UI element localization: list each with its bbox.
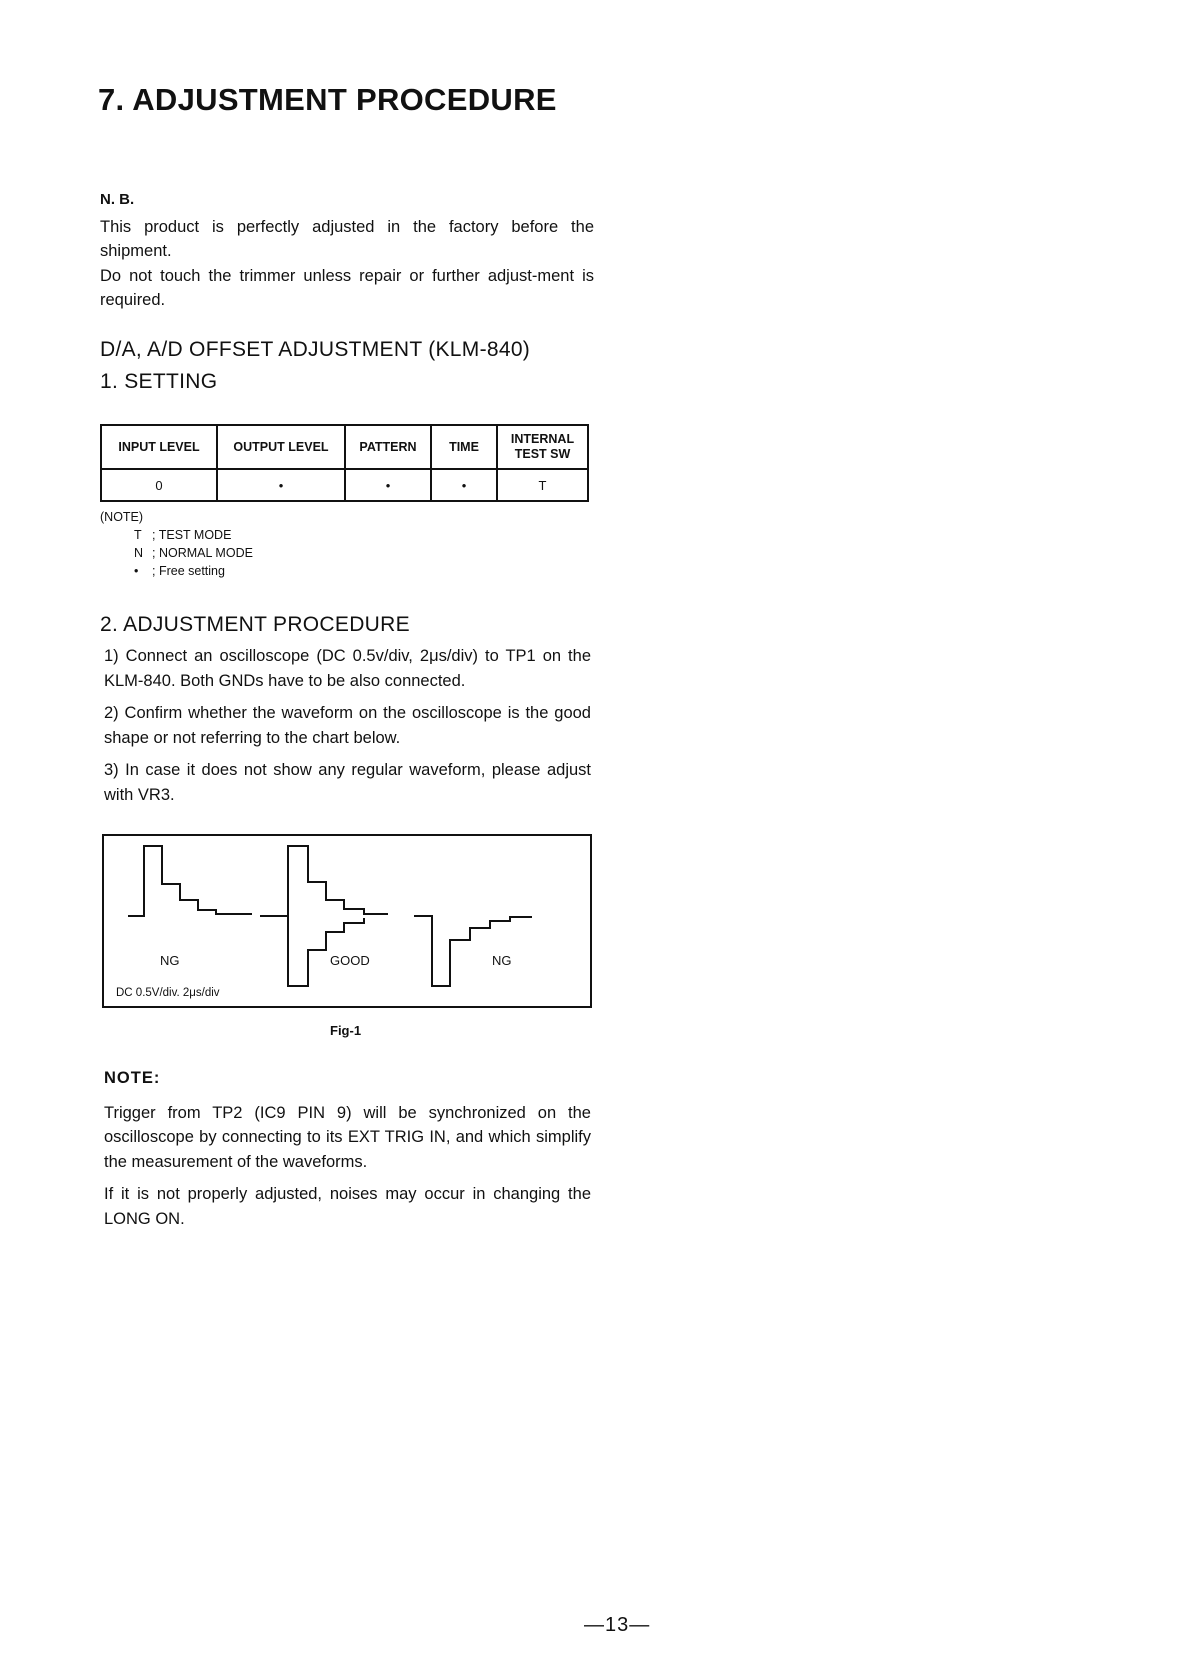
table-cell: •	[431, 469, 497, 501]
note-key: •	[134, 564, 139, 578]
nb-paragraph: Do not touch the trimmer unless repair or further adjust-ment is required.	[100, 266, 594, 309]
table-header: PATTERN	[345, 425, 431, 469]
note-text: ; TEST MODE	[152, 528, 232, 542]
table-header: OUTPUT LEVEL	[217, 425, 345, 469]
step-item: 3) In case it does not show any regular waveform, please adjust with VR3.	[104, 761, 591, 804]
procedure-title: 2. ADJUSTMENT PROCEDURE	[100, 613, 410, 636]
table-header: TIME	[431, 425, 497, 469]
table-header-line: TEST SW	[514, 447, 571, 461]
note-item	[100, 544, 253, 562]
settings-table	[100, 424, 589, 502]
ng-waveform-right	[414, 916, 532, 986]
note-text: ; Free setting	[152, 564, 225, 578]
good-waveform-up	[260, 846, 388, 916]
page-number: —13—	[584, 1614, 651, 1636]
figure-label-ng-left: NG	[160, 953, 180, 968]
page-title: 7. ADJUSTMENT PROCEDURE	[98, 82, 557, 117]
figure-label-good: GOOD	[330, 953, 370, 968]
table-header-line: INTERNAL	[510, 432, 575, 446]
note-label: NOTE:	[104, 1069, 161, 1087]
figure-caption: Fig-1	[330, 1023, 362, 1038]
table-cell: 0	[101, 469, 217, 501]
nb-label: N. B.	[100, 191, 135, 208]
nb-block	[100, 188, 594, 313]
table-header: INPUT LEVEL	[101, 425, 217, 469]
figure-frame	[103, 835, 591, 1007]
note-item	[100, 526, 253, 544]
note-text: ; NORMAL MODE	[152, 546, 253, 560]
table-cell: T	[497, 469, 588, 501]
steps-list	[104, 644, 591, 815]
table-header	[497, 425, 588, 469]
note-paragraph: If it is not properly adjusted, noises may occur in changing the LONG ON.	[104, 1185, 591, 1228]
table-cell: •	[345, 469, 431, 501]
step-item: 2) Confirm whether the waveform on the oscilloscope is the good shape or not referring to the chart below.	[104, 704, 591, 747]
setting-title: 1. SETTING	[100, 370, 218, 393]
figure-label-ng-right: NG	[492, 953, 512, 968]
note-paragraph: Trigger from TP2 (IC9 PIN 9) will be synchronized on the oscilloscope by connecting to its EXT TRIG IN, and which simplify the measurement of the waveforms.	[104, 1103, 591, 1171]
table-cell: •	[217, 469, 345, 501]
nb-paragraph: This product is perfectly adjusted in the factory before the shipment.	[100, 217, 594, 260]
good-waveform-down	[288, 916, 364, 986]
section-title: D/A, A/D OFFSET ADJUSTMENT (KLM-840)	[100, 338, 531, 361]
table-header-row	[101, 425, 588, 469]
note-item	[100, 562, 253, 580]
notes-label: (NOTE)	[100, 510, 144, 524]
step-item: 1) Connect an oscilloscope (DC 0.5v/div, 2μs/div) to TP1 on the KLM-840. Both GNDs have to be also connected.	[104, 647, 591, 690]
note-key: T	[134, 528, 142, 542]
ng-waveform-left	[128, 846, 252, 916]
figure-scale-label: DC 0.5V/div. 2μs/div	[116, 987, 220, 999]
waveform-figure	[102, 834, 592, 1008]
notes-block	[100, 508, 253, 580]
note-section	[104, 1066, 591, 1239]
note-key: N	[134, 546, 144, 560]
table-row	[101, 469, 588, 501]
